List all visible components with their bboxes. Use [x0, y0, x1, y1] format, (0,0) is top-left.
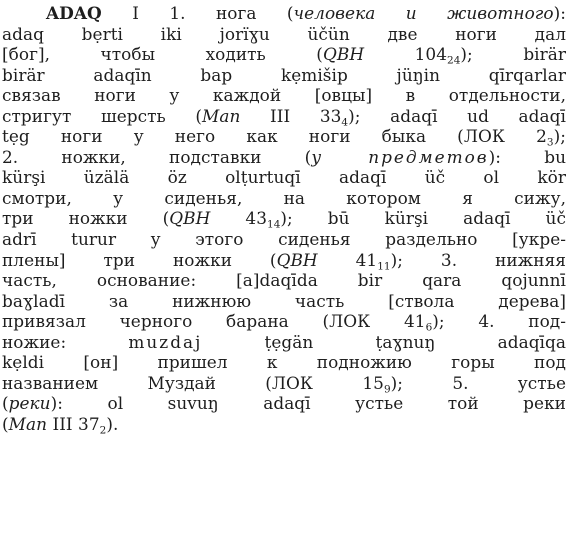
entry-line-13-segment-2: QBH [276, 249, 318, 270]
entry-body [2, 24, 566, 435]
entry-line-17 [2, 332, 566, 353]
entry-line-1-segment-1: 1. нога ( [169, 3, 294, 23]
entry-line-16-segment-3: ); 4. под- [432, 311, 567, 332]
entry-line-13-segment-1: плены] три ножки ( [2, 249, 277, 270]
entry-line-21 [2, 414, 566, 435]
entry-line-4 [2, 65, 566, 86]
entry-line-6-segment-2: Man [202, 105, 241, 126]
entry-line-1-text [169, 3, 566, 23]
entry-line-15 [2, 291, 566, 312]
entry-line-18-segment-1: kẹldi [он] пришел к подножию горы под [2, 352, 566, 373]
entry-line-11-segment-5: ); bū kürşi adaqī üč [280, 208, 566, 229]
dictionary-entry [2, 3, 567, 437]
entry-line-9-segment-1: kürşi üzälä öz olṭurtuqī adaqī üč ol kör [2, 167, 566, 188]
entry-line-16-segment-1: привязал черного барана (ЛОК 41 [2, 311, 426, 332]
entry-line-11-segment-3: 43 [210, 208, 267, 229]
entry-line-4-segment-1: birär adaqīn bap kẹmišip jüŋin qīrqarlar [2, 64, 566, 85]
entry-line-14-segment-1: часть, основание: [a]daqīda bir qara qojunnī [2, 270, 566, 291]
entry-line-8-segment-3: ): bu [488, 146, 567, 167]
entry-line-11 [2, 208, 566, 232]
entry-line-7 [2, 126, 566, 147]
entry-line-8 [2, 147, 566, 168]
entry-line-20-segment-1: ( [2, 393, 9, 414]
entry-line-13-segment-4: 11 [377, 260, 391, 273]
entry-line-18 [2, 352, 566, 373]
entry-line-21-segment-5: ). [106, 413, 119, 434]
entry-line-9 [2, 167, 566, 188]
entry-line-1 [2, 3, 566, 24]
entry-line-2 [2, 24, 566, 45]
entry-line-19-segment-1: названием Муздай (ЛОК 15 [2, 372, 384, 393]
entry-line-7-segment-2: 3 [546, 136, 554, 149]
entry-line-10 [2, 188, 566, 209]
entry-line-6-segment-4: 4 [341, 116, 349, 129]
entry-line-16 [2, 311, 566, 332]
entry-line-11-segment-2: QBH [169, 208, 211, 229]
entry-line-6-segment-3: III 33 [240, 105, 342, 126]
entry-line-8-segment-1: 2. ножки, подставки ( [2, 146, 312, 167]
entry-line-8-segment-2: у предметов [311, 146, 489, 167]
entry-line-16-segment-2: 6 [425, 321, 433, 334]
entry-line-19-segment-3: ); 5. устье [390, 372, 566, 393]
homonym-number: I [132, 3, 139, 23]
entry-line-17-segment-1: ножие: [2, 331, 129, 352]
entry-line-20-segment-2: реки [8, 393, 51, 414]
entry-line-13-segment-3: 41 [317, 249, 378, 270]
entry-line-19 [2, 373, 566, 394]
entry-line-6-segment-1: стригут шерсть ( [2, 105, 203, 126]
entry-line-3-segment-2: QBH [322, 44, 365, 65]
entry-line-5-segment-1: связав ноги у каждой [овцы] в отдельности, [2, 85, 566, 106]
entry-line-10-segment-1: смотри, у сиденья, на котором я сижу, [2, 187, 566, 208]
entry-line-21-segment-1: ( [2, 413, 9, 434]
entry-line-20 [2, 393, 566, 414]
entry-line-3 [2, 44, 566, 65]
entry-line-2-segment-1: adaq bẹrti iki jorïɣu üčün две ноги дал [2, 23, 566, 44]
entry-line-1-segment-2: человека и животного [293, 3, 554, 23]
entry-line-3-segment-5: ); birär [460, 44, 566, 65]
headword: ADAQ [46, 3, 102, 23]
entry-line-7-segment-3: ); [553, 126, 566, 147]
entry-line-20-segment-3: ): ol suvuŋ adaqī устье той реки [50, 393, 566, 414]
entry-line-6-segment-5: ); adaqī ud adaqī [348, 105, 566, 126]
entry-line-1-segment-3: ): [553, 3, 567, 23]
entry-line-3-segment-1: [бог], чтобы ходить ( [2, 44, 323, 65]
entry-line-14 [2, 270, 566, 291]
entry-line-11-segment-4: 14 [267, 219, 281, 232]
entry-line-3-segment-3: 104 [364, 44, 447, 65]
entry-line-12 [2, 229, 566, 250]
entry-line-19-segment-2: 9 [383, 383, 391, 396]
entry-line-17-segment-3: ṭẹgän ṭaɣnuŋ adaqīqa [202, 331, 566, 352]
entry-line-3-segment-4: 24 [447, 54, 461, 67]
entry-line-6 [2, 106, 566, 127]
entry-line-21-segment-3: III 37 [47, 413, 100, 434]
entry-line-21-segment-4: 2 [99, 424, 107, 437]
entry-line-11-segment-1: три ножки ( [2, 208, 170, 229]
entry-line-5 [2, 85, 566, 106]
entry-line-17-segment-2: muzdaj [128, 331, 203, 352]
entry-line-21-segment-2: Man [8, 413, 48, 434]
entry-line-15-segment-1: baɣladī за нижнюю часть [ствола дерева] [2, 290, 566, 311]
entry-line-13-segment-5: ); 3. нижняя [390, 249, 566, 270]
entry-line-7-segment-1: tẹg ноги у него как ноги быка (ЛОК 2 [2, 126, 547, 147]
entry-line-12-segment-1: adrī turur у этого сиденья раздельно [укре- [2, 229, 566, 250]
entry-line-13 [2, 250, 566, 271]
